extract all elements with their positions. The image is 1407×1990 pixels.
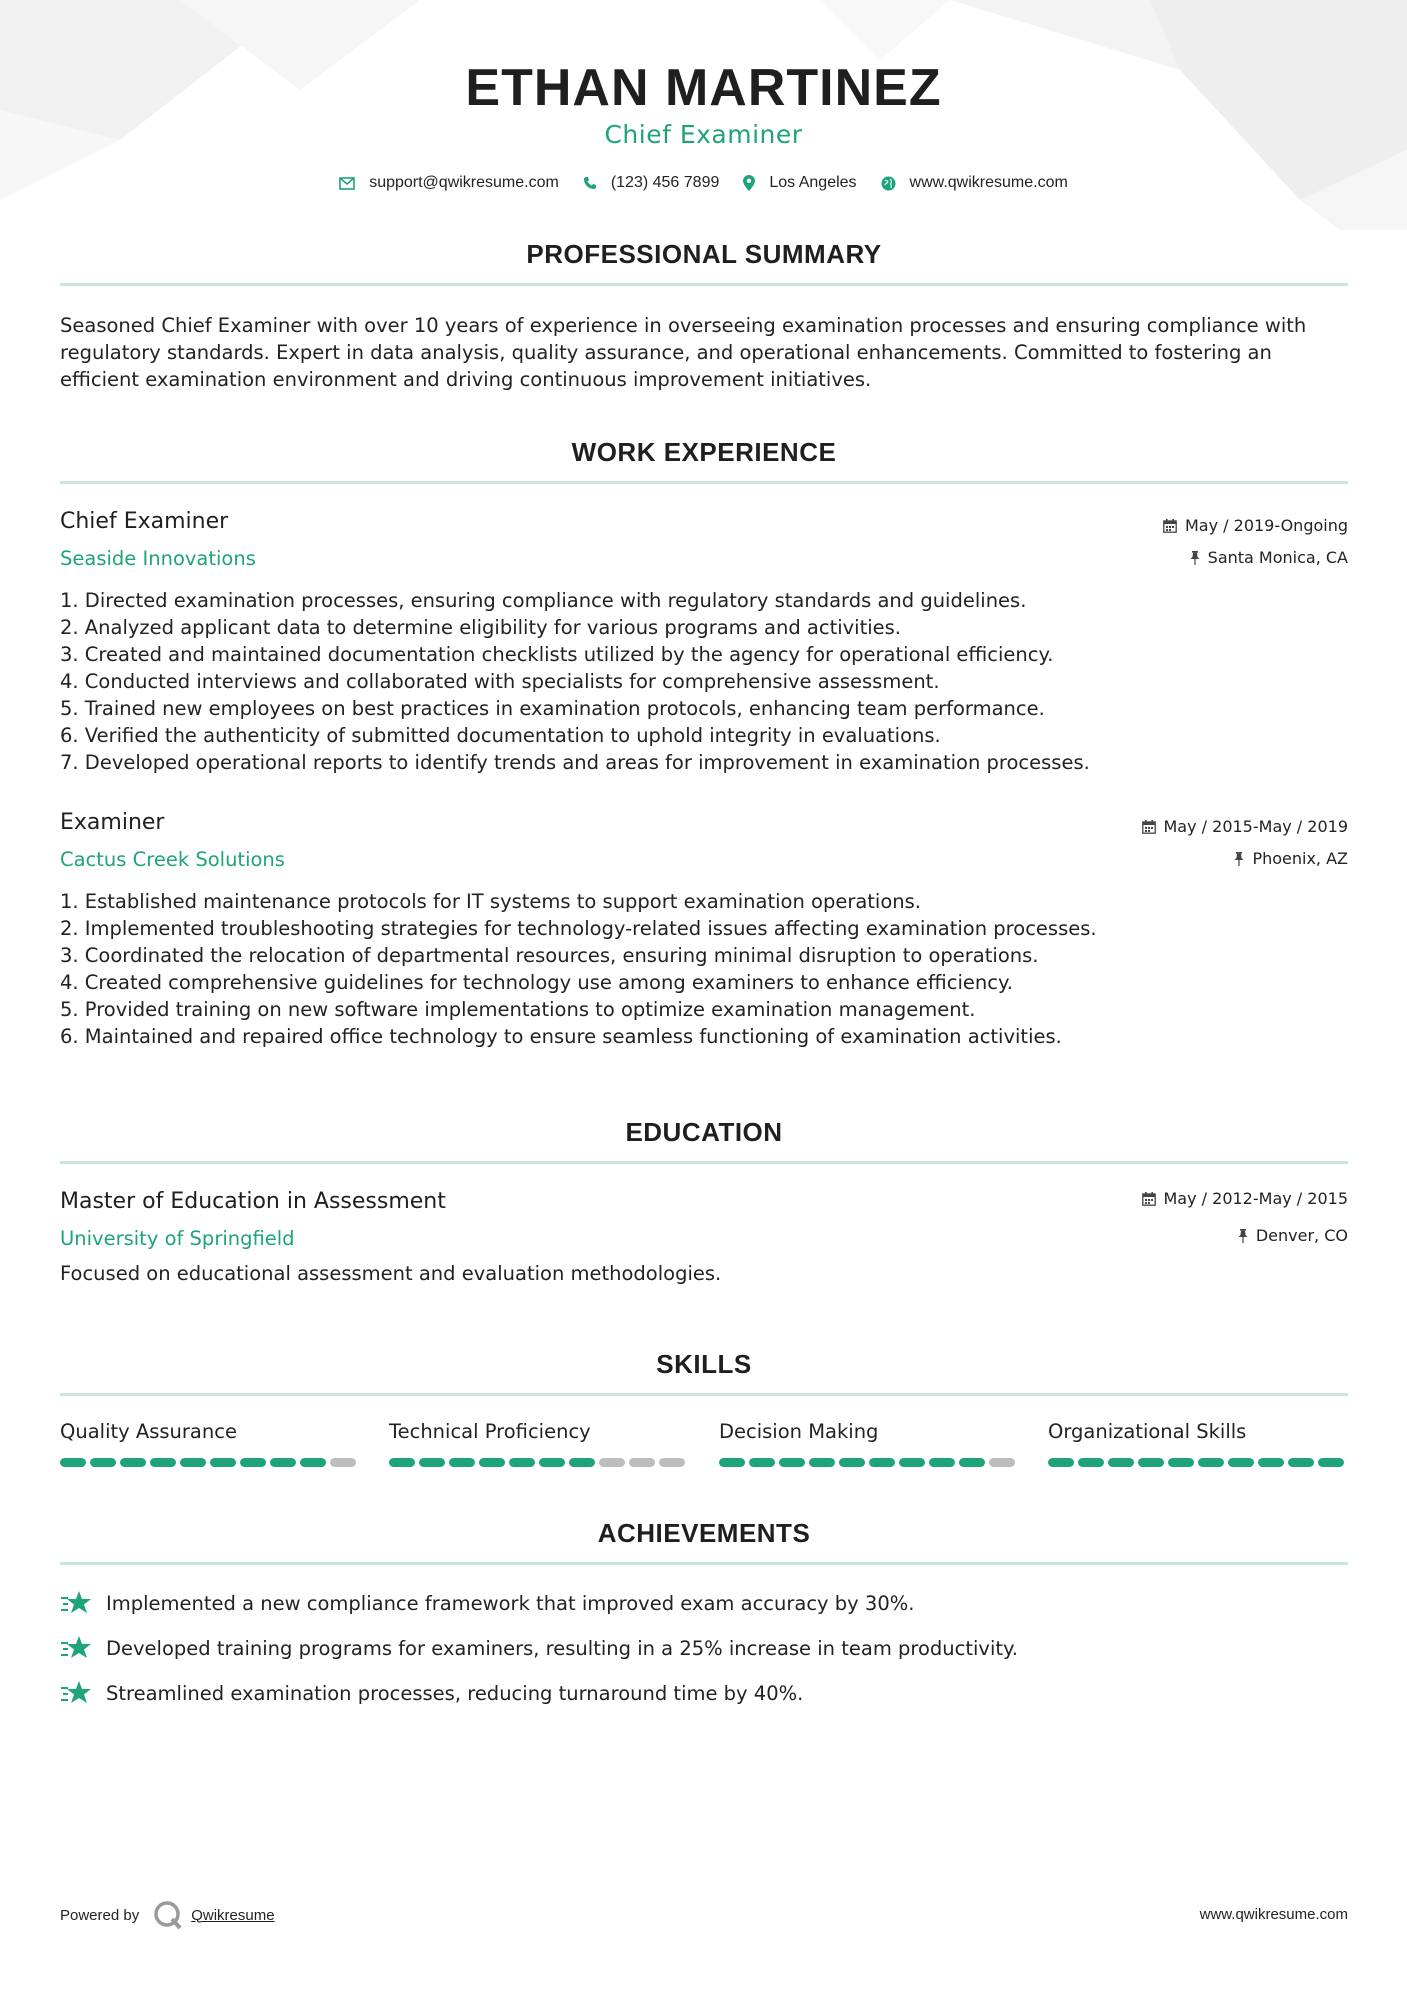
skill-item <box>60 1420 360 1443</box>
candidate-name: ETHAN MARTINEZ <box>465 59 942 117</box>
skill-dot-filled <box>1138 1458 1164 1467</box>
calendar-icon <box>1142 1192 1156 1206</box>
list-item: 4. Created comprehensive guidelines for technology use among examiners to enhance efficiency. <box>60 971 1013 994</box>
skills-divider <box>60 1393 1348 1396</box>
calendar-icon <box>1142 820 1156 834</box>
star-icon <box>60 1635 92 1661</box>
achievement-text: Developed training programs for examiners, resulting in a 25% increase in team productivity. <box>106 1636 1018 1660</box>
job-location-text: Santa Monica, CA <box>1207 548 1348 567</box>
achievement-text: Implemented a new compliance framework that improved exam accuracy by 30%. <box>106 1591 915 1615</box>
skill-dot-filled <box>120 1458 146 1467</box>
education-divider <box>60 1161 1348 1164</box>
summary-heading: PROFESSIONAL SUMMARY <box>526 239 882 269</box>
skill-rating <box>389 1458 689 1467</box>
skill-item <box>719 1420 1019 1443</box>
skill-dot-filled <box>779 1458 805 1467</box>
education-location <box>1238 1226 1348 1245</box>
skill-dot-filled <box>1048 1458 1074 1467</box>
star-icon <box>60 1680 92 1706</box>
achievement-text: Streamlined examination processes, reducing turnaround time by 40%. <box>106 1681 804 1705</box>
skill-dot-filled <box>959 1458 985 1467</box>
list-item: 2. Analyzed applicant data to determine eligibility for various programs and activities. <box>60 616 902 639</box>
skill-dot-empty <box>989 1458 1015 1467</box>
skill-dot-filled <box>899 1458 925 1467</box>
skill-dot-filled <box>839 1458 865 1467</box>
list-item: 2. Implemented troubleshooting strategies for technology-related issues affecting examination processes. <box>60 917 1097 940</box>
skill-dot-filled <box>719 1458 745 1467</box>
skill-dot-filled <box>809 1458 835 1467</box>
skill-rating <box>719 1458 1019 1467</box>
list-item: 1. Established maintenance protocols for IT systems to support examination operations. <box>60 890 921 913</box>
achievement-item <box>60 1680 803 1706</box>
skill-name: Technical Proficiency <box>389 1420 591 1443</box>
summary-text: Seasoned Chief Examiner with over 10 years of experience in overseeing examination processes and ensuring compliance with regulatory standards. Expert in data analysis, quality assurance, and operational enhancements. Committed to fostering an efficient examination environment and driving continuous improvement initiatives. <box>60 314 1307 391</box>
skill-dot-filled <box>1228 1458 1254 1467</box>
skill-rating <box>60 1458 360 1467</box>
skill-dot-filled <box>150 1458 176 1467</box>
skill-item <box>389 1420 689 1443</box>
skill-dot-filled <box>539 1458 565 1467</box>
qwikresume-link[interactable]: Qwikresume <box>191 1906 275 1924</box>
job-location <box>1190 548 1348 567</box>
calendar-icon <box>1163 519 1177 533</box>
education-dates <box>1142 1189 1349 1208</box>
skill-dot-filled <box>1288 1458 1314 1467</box>
education-degree: Master of Education in Assessment <box>60 1189 446 1214</box>
skill-dot-empty <box>629 1458 655 1467</box>
contact-phone[interactable] <box>583 174 720 192</box>
education-description: Focused on educational assessment and evaluation methodologies. <box>60 1262 722 1285</box>
list-item: 3. Created and maintained documentation checklists utilized by the agency for operational efficiency. <box>60 643 1054 666</box>
pushpin-icon <box>1238 1229 1248 1243</box>
job-dates <box>1163 516 1348 535</box>
skill-name: Decision Making <box>719 1420 879 1443</box>
job-location-text: Phoenix, AZ <box>1252 849 1348 868</box>
skill-dot-filled <box>1078 1458 1104 1467</box>
skill-dot-filled <box>60 1458 86 1467</box>
globe-icon <box>881 176 896 191</box>
job-title: Chief Examiner <box>60 509 229 534</box>
achievement-item <box>60 1590 914 1616</box>
star-icon <box>60 1590 92 1616</box>
list-item: 1. Directed examination processes, ensuring compliance with regulatory standards and guidelines. <box>60 589 1027 612</box>
qwikresume-logo-icon <box>153 1900 183 1930</box>
education-heading: EDUCATION <box>625 1117 783 1147</box>
candidate-title: Chief Examiner <box>604 120 803 149</box>
skill-dot-filled <box>1318 1458 1344 1467</box>
skill-name: Quality Assurance <box>60 1420 237 1443</box>
job-company: Cactus Creek Solutions <box>60 848 285 871</box>
job-title: Examiner <box>60 810 165 835</box>
list-item: 6. Maintained and repaired office technology to ensure seamless functioning of examination activities. <box>60 1025 1062 1048</box>
contact-location <box>743 174 856 192</box>
skill-dot-filled <box>479 1458 505 1467</box>
contact-location-text: Los Angeles <box>769 174 857 191</box>
list-item: 5. Trained new employees on best practices in examination protocols, enhancing team performance. <box>60 697 1045 720</box>
skill-dot-filled <box>419 1458 445 1467</box>
map-pin-icon <box>743 175 755 191</box>
powered-by-label: Powered by <box>60 1906 140 1924</box>
contact-email[interactable] <box>339 174 559 192</box>
skill-dot-empty <box>659 1458 685 1467</box>
job-bullets <box>60 888 1350 1050</box>
achievements-heading: ACHIEVEMENTS <box>597 1518 811 1548</box>
contact-bar <box>0 174 1407 192</box>
job-dates-text: May / 2015-May / 2019 <box>1163 817 1348 836</box>
skill-dot-filled <box>1168 1458 1194 1467</box>
contact-phone-text: (123) 456 7899 <box>610 174 720 191</box>
contact-email-text: support@qwikresume.com <box>369 174 559 191</box>
job-company: Seaside Innovations <box>60 547 256 570</box>
skill-dot-filled <box>449 1458 475 1467</box>
contact-website-text: www.qwikresume.com <box>909 174 1068 191</box>
job-dates <box>1142 817 1349 836</box>
skill-dot-filled <box>1258 1458 1284 1467</box>
job-dates-text: May / 2019-Ongoing <box>1185 516 1348 535</box>
skills-heading: SKILLS <box>656 1349 752 1379</box>
skill-dot-filled <box>1198 1458 1224 1467</box>
skill-dot-filled <box>1108 1458 1134 1467</box>
education-location-text: Denver, CO <box>1255 1226 1348 1245</box>
skill-dot-filled <box>180 1458 206 1467</box>
skill-name: Organizational Skills <box>1048 1420 1247 1443</box>
education-dates-text: May / 2012-May / 2015 <box>1163 1189 1348 1208</box>
skill-rating <box>1048 1458 1348 1467</box>
skill-dot-filled <box>509 1458 535 1467</box>
education-school: University of Springfield <box>60 1227 295 1250</box>
phone-icon <box>583 176 597 190</box>
skill-dot-filled <box>929 1458 955 1467</box>
skill-dot-filled <box>569 1458 595 1467</box>
summary-divider <box>60 283 1348 286</box>
job-bullets <box>60 587 1350 776</box>
skill-dot-filled <box>869 1458 895 1467</box>
list-item: 7. Developed operational reports to identify trends and areas for improvement in examination processes. <box>60 751 1090 774</box>
pushpin-icon <box>1190 551 1200 565</box>
skill-dot-filled <box>270 1458 296 1467</box>
skill-dot-filled <box>300 1458 326 1467</box>
experience-heading: WORK EXPERIENCE <box>571 437 837 467</box>
contact-website[interactable] <box>881 174 1068 192</box>
skill-item <box>1048 1420 1348 1443</box>
footer-website[interactable]: www.qwikresume.com <box>1199 1906 1348 1923</box>
achievements-divider <box>60 1562 1348 1565</box>
skill-dot-filled <box>90 1458 116 1467</box>
skill-dot-filled <box>389 1458 415 1467</box>
skill-dot-empty <box>599 1458 625 1467</box>
list-item: 6. Verified the authenticity of submitted documentation to uphold integrity in evaluations. <box>60 724 941 747</box>
skill-dot-filled <box>210 1458 236 1467</box>
job-location <box>1234 849 1348 868</box>
list-item: 3. Coordinated the relocation of departmental resources, ensuring minimal disruption to operations. <box>60 944 1039 967</box>
achievement-item <box>60 1635 1018 1661</box>
experience-divider <box>60 481 1348 484</box>
skill-dot-filled <box>240 1458 266 1467</box>
pushpin-icon <box>1234 852 1244 866</box>
list-item: 5. Provided training on new software implementations to optimize examination management. <box>60 998 976 1021</box>
skill-dot-empty <box>330 1458 356 1467</box>
skill-dot-filled <box>749 1458 775 1467</box>
envelope-icon <box>339 177 355 190</box>
list-item: 4. Conducted interviews and collaborated with specialists for comprehensive assessment. <box>60 670 940 693</box>
footer-branding <box>60 1900 275 1930</box>
